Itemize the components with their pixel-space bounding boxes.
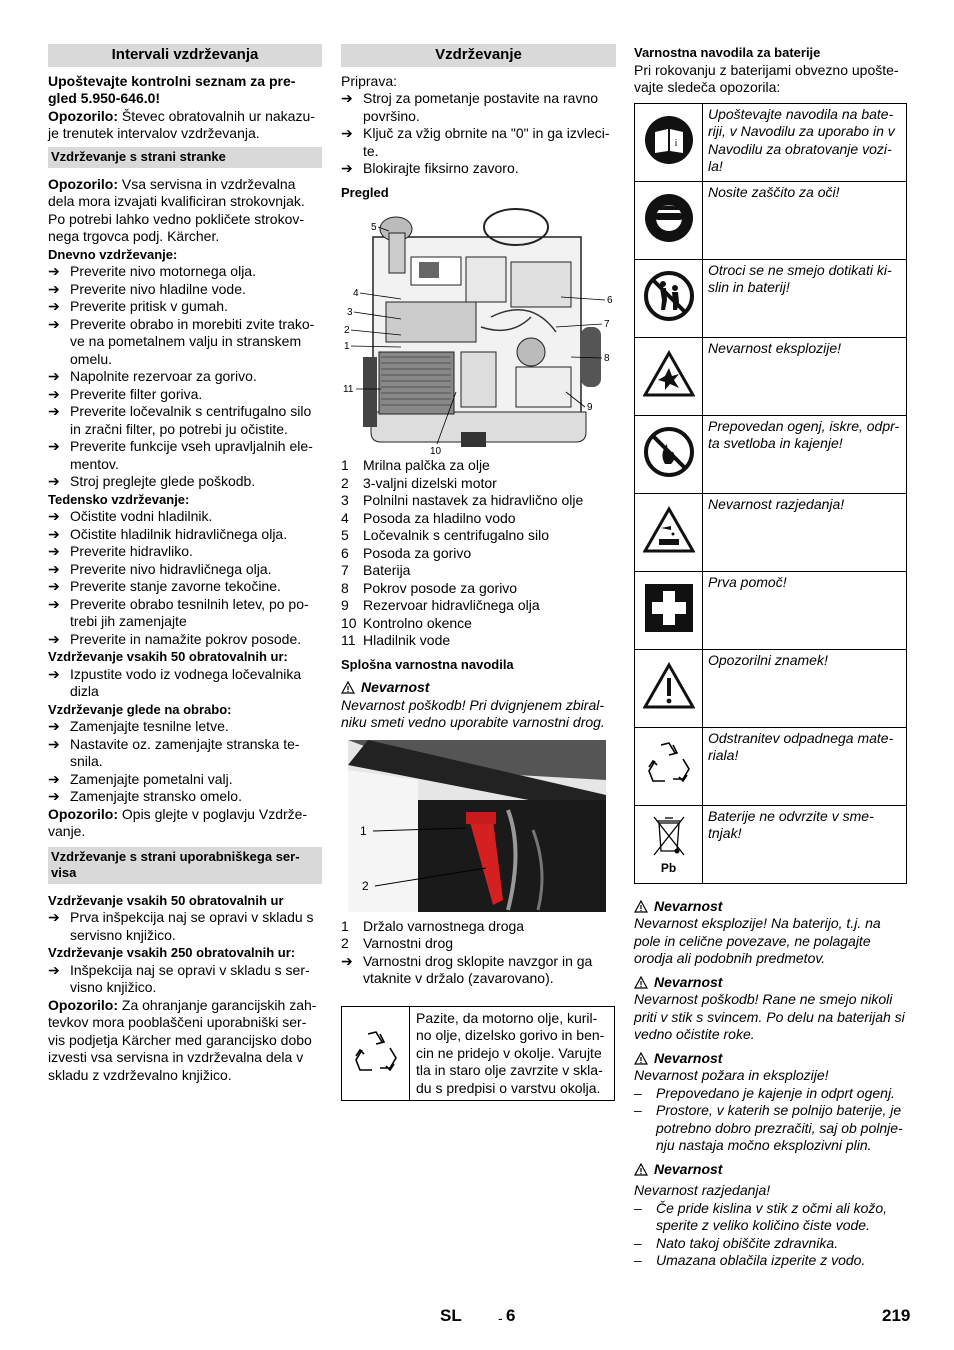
item-text: Zamenjajte pometalni valj. [70,770,233,787]
danger-heading-3: Nevarnost [634,1050,907,1068]
item-text: Posoda za hladilno vodo [363,509,516,526]
item-text: Očistite hladilnik hidravličnega olja. [70,525,288,542]
fig1-label-5: 5 [371,222,377,233]
arrow-icon: ➔ [48,508,60,524]
note-see-chapter: Opozorilo: Opis glejte v poglavju Vzdrže-vanje. [48,805,308,839]
environment-note-text: Pazite, da motorno olje, kuril-no olje, dizelsko gorivo in ben-cin ne pridejo v okolje. Varujte tla in staro olje zavrzite v skla-du s predpisi o varstvu okolja. [416,1009,605,1096]
item-number: 2 [341,935,349,951]
arrow-icon: ➔ [48,909,60,925]
item-text: Preverite obrabo in morebiti zvite trako-ve na pometalnem valju in stranskem omelu. [70,315,315,367]
danger-heading: Nevarnost [341,679,616,697]
danger-text-3: Nevarnost požara in eksplozije! [634,1067,829,1083]
dash-bullet-icon: – [634,1084,642,1101]
overview-heading: Pregled [341,184,389,200]
dash-bullet-icon: – [634,1234,642,1251]
item-number: 7 [341,562,349,578]
table-row [635,571,907,649]
item-text: Kontrolno okence [363,614,472,631]
no-fire-icon [643,426,695,478]
arrow-icon: ➔ [48,298,60,314]
wear-heading: Vzdrževanje glede na obrabo: [48,701,232,717]
item-text: Mrilna palčka za olje [363,457,490,473]
s250-list [48,962,322,997]
list-item [48,666,322,701]
list-item [48,909,322,944]
h50-heading: Vzdrževanje vsakih 50 obratovalnih ur: [48,649,288,664]
note-warranty: Opozorilo: Za ohranjanje garancijskih zah-tevkov mora pooblaščeni uporabniški ser-vis podjetja Kärcher med garancijsko dobo izvesti vsa servisna in vzdrževalna dela v skladu z vzdrževalno knjižico. [48,996,317,1083]
fig1-label-3: 3 [347,307,353,318]
fig1-label-11: 11 [343,384,354,395]
list-item [48,962,322,997]
arrow-icon: ➔ [341,160,353,176]
list-item [341,125,616,160]
item-text: Ločevalnik s centrifugalno silo [363,527,549,543]
list-item [634,1102,907,1155]
list-item [341,935,616,953]
danger-heading-1: Nevarnost [634,898,907,916]
arrow-icon: ➔ [48,630,60,647]
item-text: Stroj preglejte glede poškodb. [70,473,256,489]
arrow-icon: ➔ [48,560,60,577]
item-number: 1 [341,457,349,473]
item-text: Polnilni nastavek za hidravlično olje [363,492,584,508]
item-text: Hladilnik vode [363,632,451,648]
table-row [635,493,907,571]
item-number: 1 [341,917,349,934]
item-text: Inšpekcija naj se opravi v skladu s ser-visno knjižico. [70,961,310,995]
list-item [341,632,616,650]
item-text: Preverite pritisk v gumah. [70,298,228,314]
item-text: Rezervoar hidravličnega olja [363,597,540,613]
item-text: Preverite nivo hidravličnega olja. [70,560,272,577]
list-item [48,596,322,631]
list-item [48,316,322,369]
no-trash-bin-icon [649,813,689,857]
fig1-label-1: 1 [344,341,350,352]
dash-bullet-icon: – [634,1252,642,1268]
manual-info-icon [644,115,694,165]
environment-note-box [341,1006,615,1102]
item-text: Držalo varnostnega droga [363,917,525,934]
item-text: Pokrov posode za gorivo [363,579,518,596]
item-text: Preverite nivo motornega olja. [70,263,256,279]
list-item [634,1085,907,1103]
warning-text: Baterije ne odvrzite v sme-tnjak! [703,805,907,883]
footer-local-page: 6 [506,1306,516,1325]
s50-heading: Vzdrževanje vsakih 50 obratovalnih ur [48,892,284,908]
item-text: Če pride kislina v stik z očmi ali kožo, sperite z veliko količino čiste vode. [656,1199,888,1233]
safety-bar-figure [348,740,606,912]
corrosive-warning-icon [643,506,695,554]
item-text: Preverite funkcije vseh upravljalnih ele-mentov. [70,438,313,472]
warning-text: Nevarnost razjedanja! [703,493,907,571]
arrow-icon: ➔ [48,385,60,402]
arrow-icon: ➔ [48,595,60,612]
item-text: Preverite filter goriva. [70,385,203,402]
table-row [635,415,907,493]
recycling-icon [643,739,695,789]
warning-triangle-icon [634,1163,648,1176]
battery-safety-heading: Varnostna navodila za baterije [634,45,821,60]
item-number: 11 [341,632,356,648]
list-item [48,298,322,316]
explosion-warning-icon [643,350,695,398]
danger-text-4: Nevarnost razjedanja! [634,1182,771,1198]
list-item [48,771,322,789]
item-text: Prva inšpekcija naj se opravi v skladu s servisno knjižico. [70,909,314,943]
item-text: Napolnite rezervoar za gorivo. [70,368,257,384]
s250-heading: Vzdrževanje vsakih 250 obratovalnih ur: [48,945,296,960]
list-item [48,718,322,736]
warning-triangle-icon [341,681,355,694]
fig1-label-2: 2 [344,325,350,336]
preparation-steps [341,90,616,178]
item-number: 9 [341,597,349,613]
table-row [635,727,907,805]
warning-text: Otroci se ne smejo dotikati ki-slin in baterij! [703,259,907,337]
list-item [634,1252,907,1270]
table-row [635,259,907,337]
column-2 [341,44,616,1101]
note-qualified: Opozorilo: Vsa servisna in vzdrževalna dela mora izvajati kvalificiran strokovnjak. Po potrebi lahko vedno pokličete strokov-nega trgovca podj. Kärcher. [48,175,305,244]
list-item [48,438,322,473]
danger-text: Nevarnost poškodb! Pri dvignjenem zbiral-niku smeti vedno uporabite varnostni drog. [341,696,605,730]
list-item [48,403,322,438]
footer-page-number: 219 [882,1306,911,1325]
list-item [48,368,322,386]
item-text: Preverite ločevalnik s centrifugalno silo in zračni filter, po potrebi ju očistite. [70,403,312,437]
fig2-label-1: 1 [360,823,367,838]
item-text: Ključ za vžig obrnite na "0" in ga izvleci-te. [363,125,610,159]
item-text: Preverite hidravliko. [70,543,193,559]
lead-symbol: Pb [660,860,677,875]
engine-compartment-figure [341,207,616,457]
item-text: Preverite nivo hladilne vode. [70,280,246,297]
column-3 [634,44,907,1270]
arrow-icon: ➔ [48,280,60,297]
item-number: 3 [341,492,349,508]
item-number: 8 [341,579,349,596]
wear-list [48,718,322,806]
fig1-label-4: 4 [353,288,359,299]
daily-heading: Dnevno vzdrževanje: [48,246,178,262]
recycling-icon [342,1007,410,1101]
list-item [48,263,322,281]
warning-text: Prva pomoč! [703,571,907,649]
item-text: Preverite obrabo tesnilnih letev, po po-trebi jih zamenjajte [70,595,309,629]
weekly-list [48,508,322,648]
section-title-maintenance: Vzdrževanje [341,44,616,67]
battery-intro: Pri rokovanju z baterijami obvezno upošte-vajte sledeča opozorila: [634,61,899,95]
arrow-icon: ➔ [48,473,60,489]
warning-text: Nosite zaščito za oči! [703,181,907,259]
dash-bullet-icon: – [634,1102,642,1118]
item-number: 5 [341,527,349,543]
list-item [341,580,616,598]
general-warning-icon [643,662,695,710]
item-number: 4 [341,509,349,526]
list-item [341,615,616,633]
section-title-maintenance-intervals: Intervali vzdrževanja [48,44,322,67]
item-text: Izpustite vodo iz vodnega ločevalnika dizla [70,665,302,699]
fig2-label-2: 2 [362,878,369,893]
danger-list-4 [634,1200,907,1270]
arrow-icon: ➔ [341,125,353,141]
note-hours-counter: Opozorilo: Števec obratovalnih ur nakazu-je trenutek intervalov vzdrževanja. [48,107,315,141]
item-text: Prostore, v katerih se polnijo baterije, je potrebno dobro prezračiti, saj ob polnje-nju nastaja močno eksplozivni plin. [656,1102,903,1153]
table-row [635,649,907,727]
list-item [341,510,616,528]
fig1-label-7: 7 [604,319,610,330]
danger-heading-4: Nevarnost [634,1161,907,1179]
list-item [48,543,322,561]
item-text: Zamenjajte tesnilne letve. [70,718,229,734]
arrow-icon: ➔ [48,403,60,419]
list-item [341,545,616,563]
item-text: Varnostni drog [363,935,454,951]
list-item [341,492,616,510]
subsection-customer-maintenance: Vzdrževanje s strani stranke [48,147,322,168]
list-item [48,508,322,526]
fig1-label-10: 10 [430,446,442,457]
warning-text: Prepovedan ogenj, iskre, odpr-ta svetloba in kajenje! [703,415,907,493]
item-text: 3-valjni dizelski motor [363,474,497,491]
item-text: Baterija [363,562,411,578]
warning-triangle-icon [634,976,648,989]
danger-heading-2: Nevarnost [634,974,907,992]
arrow-icon: ➔ [48,315,60,332]
first-aid-icon [644,583,694,633]
list-item [341,597,616,615]
list-item [48,561,322,579]
table-row [635,103,907,181]
fig1-label-9: 9 [587,402,593,413]
daily-list [48,263,322,491]
dash-bullet-icon: – [634,1199,642,1216]
parts-list [341,457,616,650]
arrow-icon: ➔ [48,788,60,804]
s50-list [48,909,322,944]
svg-text:i: i [674,137,677,149]
item-text: Zamenjajte stransko omelo. [70,788,242,804]
item-number: 2 [341,474,349,491]
item-number: 10 [341,614,357,631]
list-item [48,736,322,771]
footer-language: SL [440,1306,462,1325]
item-text: Preverite stanje zavorne tekočine. [70,578,281,594]
list-item [48,526,322,544]
no-children-icon [643,270,695,322]
list-item [634,1235,907,1253]
danger-list-3 [634,1085,907,1155]
list-item [634,1200,907,1235]
subsection-service-maintenance: Vzdrževanje s strani uporabniškega ser-visa [48,847,322,884]
item-text: Umazana oblačila izperite z vodo. [656,1252,866,1268]
warning-triangle-icon [634,1052,648,1065]
arrow-icon: ➔ [48,438,60,454]
warning-triangle-icon [634,900,648,913]
list-item [341,475,616,493]
list-item [341,918,616,936]
warning-text: Upoštevajte navodila na bate-riji, v Navodilu za uporabo in v Navodilu za obratovanje vozi-la! [703,103,907,181]
arrow-icon: ➔ [48,368,60,384]
list-item [48,386,322,404]
arrow-icon: ➔ [48,543,60,559]
item-text: Nastavite oz. zamenjajte stranska te-snila. [70,735,300,769]
list-item [48,281,322,299]
footer-separator: - [498,1310,503,1326]
list-item [341,90,616,125]
fig2-parts-list [341,918,616,953]
arrow-icon: ➔ [48,961,60,978]
arrow-icon: ➔ [341,90,353,106]
general-safety-heading: Splošna varnostna navodila [341,656,514,672]
item-text: Očistite vodni hladilnik. [70,508,213,524]
arrow-icon: ➔ [341,952,353,969]
item-text: Stroj za pometanje postavite na ravno površino. [363,90,599,124]
table-row [635,181,907,259]
arrow-icon: ➔ [48,525,60,542]
item-text: Blokirajte fiksirno zavoro. [363,160,519,176]
list-item [48,578,322,596]
list-item [48,788,322,806]
item-text: Posoda za gorivo [363,544,472,561]
warning-text: Nevarnost eksplozije! [703,337,907,415]
arrow-icon: ➔ [48,718,60,734]
list-item [341,160,616,178]
weekly-heading: Tedensko vzdrževanje: [48,491,190,507]
danger-text-1: Nevarnost eksplozije! Na baterijo, t.j. na pole in celične povezave, ne polagajte orodja ali podobnih predmetov. [634,915,881,966]
item-text: Prepovedano je kajenje in odprt ogenj. [656,1084,895,1101]
fig1-label-6: 6 [607,295,613,306]
list-item [341,562,616,580]
fig2-step: ➔ Varnostni drog sklopite navzgor in ga vtaknite v držalo (zavarovano). [341,952,593,986]
list-item [48,631,322,649]
table-row [635,805,907,883]
eye-protection-icon [644,193,694,243]
list-item [48,473,322,491]
table-row [635,337,907,415]
danger-text-2: Nevarnost poškodb! Rane ne smejo nikoli priti v stik s svincem. Po delu na baterijah si vedno očistite roke. [634,991,905,1042]
h50-list [48,666,322,701]
item-text: Preverite in namažite pokrov posode. [70,630,302,647]
arrow-icon: ➔ [48,578,60,594]
preparation-label: Priprava: [341,72,398,89]
item-text: Nato takoj obiščite zdravnika. [656,1234,839,1251]
column-1 [48,44,322,1084]
arrow-icon: ➔ [48,770,60,787]
item-number: 6 [341,544,349,561]
checklist-note: Upoštevajte kontrolni seznam za pre-gled 5.950-646.0! [48,72,296,106]
warning-text: Opozorilni znamek! [703,649,907,727]
fig1-label-8: 8 [604,353,610,364]
arrow-icon: ➔ [48,263,60,279]
warning-text: Odstranitev odpadnega mate-riala! [703,727,907,805]
arrow-icon: ➔ [48,735,60,752]
arrow-icon: ➔ [48,665,60,682]
battery-warning-table [634,103,907,884]
list-item [341,527,616,545]
list-item [341,457,616,475]
